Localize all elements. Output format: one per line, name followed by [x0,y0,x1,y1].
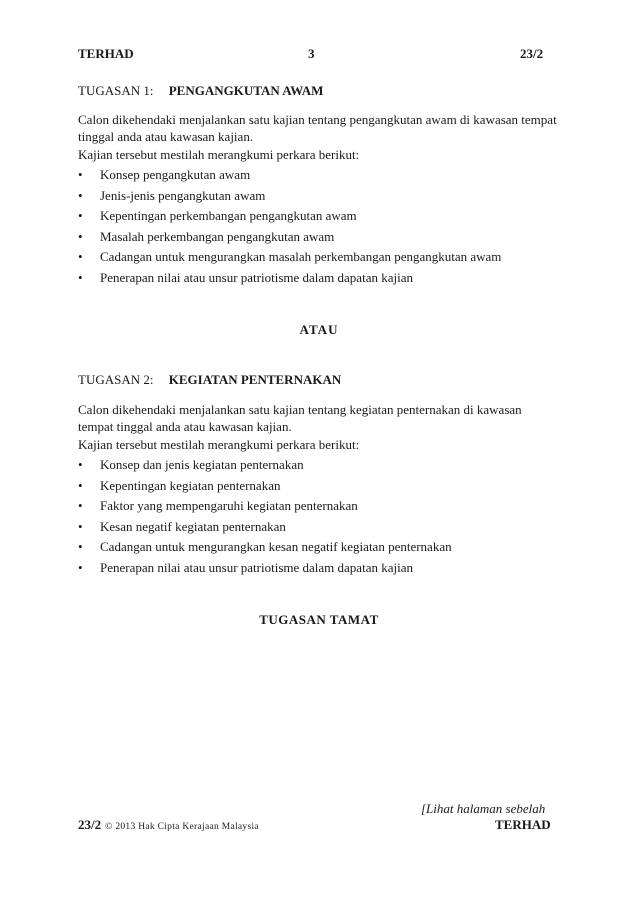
footer-copyright-line [78,817,259,833]
task1-name: PENGANGKUTAN AWAM [168,83,324,98]
task2-name: KEGIATAN PENTERNAKAN [168,372,342,387]
task1-number: TUGASAN 1: [78,83,154,98]
page-number: 3 [308,46,315,61]
task1-title [78,83,323,99]
list-item-text: Cadangan untuk mengurangkan masalah perkembangan pengangkutan awam [100,249,502,264]
bullet-icon: • [78,167,83,182]
list-item-text: Jenis-jenis pengangkutan awam [100,187,266,203]
list-item-text: Masalah perkembangan pengangkutan awam [100,228,335,244]
task2-intro: Kajian tersebut mestilah merangkumi perkara berikut: [78,437,360,452]
bullet-icon: • [78,457,83,472]
bullet-icon: • [78,187,83,203]
footer-paper-code: 23/2 [78,817,102,832]
bullet-icon: • [78,518,83,534]
list-item-text: Konsep pengangkutan awam [100,167,251,182]
copyright-text: © 2013 Hak Cipta Kerajaan Malaysia [105,822,259,832]
footer-classification: TERHAD [495,817,551,832]
bullet-icon: • [78,269,83,285]
task2-title [78,372,341,388]
task2-description: Calon dikehendaki menjalankan satu kajian tentang kegiatan penternakan di kawasan tempat tinggal anda atau kawasan kajian. [78,402,522,434]
header-classification: TERHAD [78,46,134,61]
list-item-text: Kepentingan kegiatan penternakan [100,477,281,493]
list-item-text: Cadangan untuk mengurangkan kesan negatif kegiatan penternakan [100,539,452,554]
bullet-icon: • [78,559,83,575]
task2-number: TUGASAN 2: [78,372,154,387]
task1-intro: Kajian tersebut mestilah merangkumi perkara berikut: [78,147,360,162]
list-item-text: Kepentingan perkembangan pengangkutan awam [100,208,357,223]
list-item-text: Konsep dan jenis kegiatan penternakan [100,457,304,472]
end-of-tasks: TUGASAN TAMAT [259,612,379,627]
bullet-icon: • [78,208,83,223]
next-page-note: [Lihat halaman sebelah [421,801,546,816]
bullet-icon: • [78,539,83,554]
bullet-icon: • [78,477,83,493]
list-item-text: Penerapan nilai atau unsur patriotisme dalam dapatan kajian [100,269,413,285]
bullet-icon: • [78,228,83,244]
bullet-icon: • [78,498,83,513]
separator-atau: ATAU [299,322,339,337]
list-item-text: Kesan negatif kegiatan penternakan [100,518,286,534]
header-paper-code: 23/2 [520,46,544,61]
bullet-icon: • [78,249,83,264]
list-item-text: Faktor yang mempengaruhi kegiatan penternakan [100,498,358,513]
task1-description: Calon dikehendaki menjalankan satu kajian tentang pengangkutan awam di kawasan tempat tinggal anda atau kawasan kajian. [78,112,557,144]
list-item-text: Penerapan nilai atau unsur patriotisme dalam dapatan kajian [100,559,413,575]
